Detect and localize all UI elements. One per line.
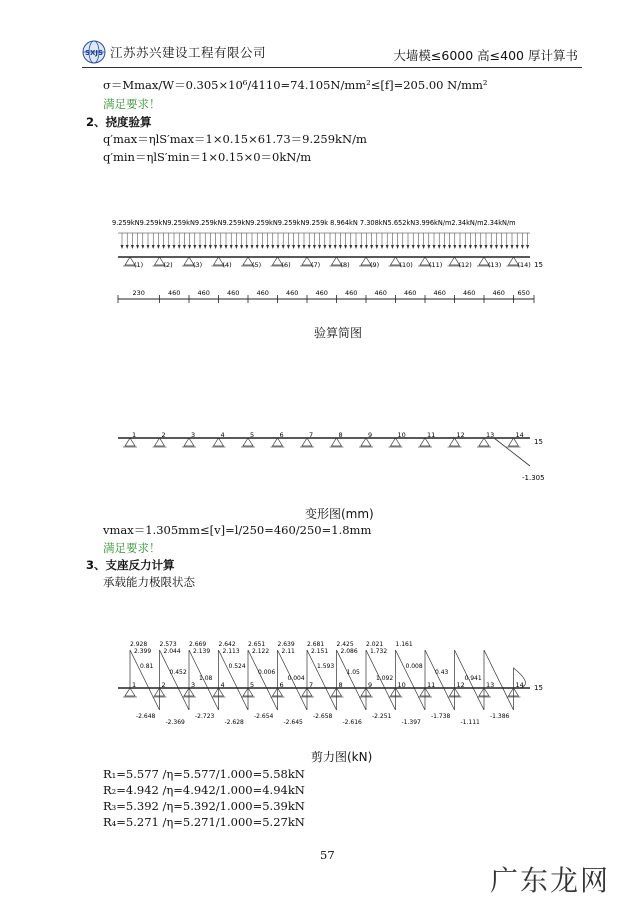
shear-mid-value: 0.524 [228,663,246,670]
check-ok-1: 满足要求！ [103,97,161,111]
shear-top-value: 2.425 [336,641,354,648]
shear-top-value: 2.139 [193,648,211,655]
support-number: 2 [161,431,166,439]
shear-mid-value: 0.43 [435,669,449,676]
load-arrowhead [427,245,430,249]
q-min-formula: q′min＝ηlS′min＝1×0.15×0＝0kN/m [103,150,312,164]
caption-shear: 剪力图(kN) [311,750,373,764]
stress-formula: σ＝Mmax/W＝0.305×10⁶/4110=74.105N/mm²≤[f]=205.00 N/mm² [103,78,488,92]
dimension-value: 460 [374,289,387,297]
span-label: (7) [311,261,321,269]
support-number: 10 [397,681,406,689]
header-divider [82,67,582,68]
load-arrowhead [152,245,155,249]
dimension-value: 460 [345,289,358,297]
support-triangle [420,438,430,446]
supports-row [123,431,524,447]
load-arrowhead [453,245,456,249]
load-scheme-diagram [110,215,550,310]
shear-bottom-value: -1.111 [460,719,480,726]
shear-bottom-value: -2.628 [224,719,244,726]
logo-text: SXJS [84,49,104,57]
support-number: 9 [368,431,373,439]
support-number: 2 [161,681,166,689]
shear-diagram [110,638,560,733]
section-3-heading: 3、支座反力计算 [86,558,175,572]
load-arrowhead [505,245,508,249]
shear-top-value: 2.669 [189,641,207,648]
shear-segment [396,650,426,710]
shear-top-values [130,641,413,655]
shear-bottom-value: -2.616 [342,719,362,726]
load-arrowhead [474,245,477,249]
support-triangle [391,438,401,446]
support-number: 5 [250,431,255,439]
load-arrowhead [318,245,321,249]
caption-deflection: 变形图(mm) [305,507,374,521]
load-arrowhead [339,245,342,249]
load-arrowhead [526,245,529,249]
load-arrowhead [277,245,280,249]
shear-mid-value: 1.092 [376,675,394,682]
support-number: 9 [368,681,373,689]
support-number: 7 [309,431,314,439]
deflection-curve [494,438,530,466]
span-label: (3) [193,261,203,269]
shear-segment [248,650,278,710]
end-node-label: 15 [534,261,543,269]
load-arrowhead [199,245,202,249]
load-arrowhead [495,245,498,249]
dimension-value: 460 [404,289,417,297]
shear-bottom-value: -1.738 [431,713,451,720]
load-arrowhead [256,245,259,249]
support-number: 12 [456,681,465,689]
load-arrowhead [323,245,326,249]
shear-top-value: 1.161 [395,641,413,648]
reaction-r2: R₂=4.942 /η=4.942/1.000=4.94kN [103,783,305,797]
load-arrowhead [401,245,404,249]
load-arrowhead [271,245,274,249]
company-name: 江苏苏兴建设工程有限公司 [110,45,267,60]
load-arrowhead [329,245,332,249]
dimension-value: 230 [132,289,145,297]
load-arrowhead [360,245,363,249]
support-number: 4 [220,431,225,439]
load-arrowhead [355,245,358,249]
shear-top-value: 2.044 [163,648,181,655]
shear-top-value: 2.651 [248,641,266,648]
end-node-label: 15 [534,438,543,446]
span-label: (5) [252,261,262,269]
watermark-text: 广东龙网 [489,864,610,897]
dimension-value: 460 [168,289,181,297]
shear-mid-value: 0.004 [287,675,305,682]
load-arrowhead [219,245,222,249]
shear-mid-values [140,663,482,682]
load-arrowhead [516,245,519,249]
shear-top-value: 2.399 [134,648,152,655]
load-arrowhead [407,245,410,249]
support-number: 3 [191,431,196,439]
caption-load-scheme: 验算简图 [314,326,363,340]
shear-segment [219,650,249,710]
span-label: (13) [488,261,502,269]
support-number: 8 [338,431,343,439]
section-2-heading: 2、挠度验算 [86,115,152,129]
support-number: 13 [486,681,495,689]
load-arrowhead [334,245,337,249]
support-number: 11 [427,681,436,689]
span-label: (1) [134,261,144,269]
shear-top-value: 2.113 [222,648,240,655]
support-triangle [184,438,194,446]
reaction-r4: R₄=5.271 /η=5.271/1.000=5.27kN [103,815,305,829]
load-arrowhead [521,245,524,249]
support-triangle [509,438,519,446]
shear-segment [130,650,160,710]
load-arrowhead [141,245,144,249]
dimension-value: 460 [433,289,446,297]
shear-top-value: 2.11 [281,648,295,655]
load-arrowhead [381,245,384,249]
dimension-value: 460 [256,289,269,297]
load-arrowhead [261,245,264,249]
load-arrows [118,233,530,249]
dimension-value: 650 [517,289,530,297]
shear-mid-value: 0.006 [258,669,276,676]
dimension-value: 460 [315,289,328,297]
span-label: (14) [517,261,531,269]
end-node-label: 15 [534,684,543,692]
shear-mid-value: 0.941 [464,675,482,682]
support-number: 8 [338,681,343,689]
shear-top-value: 2.151 [311,648,329,655]
shear-mid-value: 0.008 [405,663,423,670]
load-arrowhead [178,245,181,249]
shear-mid-value: 1.05 [346,669,360,676]
span-label: (4) [222,261,232,269]
support-number: 13 [486,431,495,439]
load-arrowhead [131,245,134,249]
shear-top-value: 2.928 [130,641,148,648]
load-arrowhead [235,245,238,249]
dimension-value: 460 [197,289,210,297]
support-triangle [450,438,460,446]
load-arrowhead [370,245,373,249]
shear-mid-value: 1.593 [317,663,335,670]
load-arrowhead [245,245,248,249]
shear-bottom-value: -1.386 [490,713,510,720]
load-arrowhead [251,245,254,249]
load-arrowhead [183,245,186,249]
load-arrowhead [214,245,217,249]
load-arrowhead [240,245,243,249]
shear-segment [307,650,337,710]
span-label: (12) [458,261,472,269]
load-arrowhead [417,245,420,249]
load-arrowhead [230,245,233,249]
shear-bottom-value: -2.654 [254,713,274,720]
load-arrowhead [209,245,212,249]
support-triangle [155,438,165,446]
load-arrowhead [490,245,493,249]
load-arrowhead [365,245,368,249]
shear-bottom-value: -1.397 [401,719,421,726]
support-triangle [361,438,371,446]
shear-mid-value: 0.81 [140,663,154,670]
page-number: 57 [320,848,335,862]
shear-bottom-values [136,713,510,726]
document-title: 大墙模≤6000 高≤400 厚计算书 [393,48,578,63]
section-3-subheading: 承载能力极限状态 [103,575,195,589]
v-max-formula: vmax＝1.305mm≤[v]=l/250=460/250=1.8mm [103,523,372,537]
support-number: 14 [515,431,524,439]
load-arrowhead [147,245,150,249]
load-arrowhead [193,245,196,249]
span-label: (8) [340,261,350,269]
load-arrowhead [443,245,446,249]
load-arrowhead [464,245,467,249]
shear-segment [337,650,367,710]
support-number: 11 [427,431,436,439]
q-max-formula: q′max＝ηlS′max＝1×0.15×61.73＝9.259kN/m [103,132,367,146]
support-number: 6 [279,681,284,689]
shear-bottom-value: -2.251 [372,713,392,720]
load-arrowhead [126,245,129,249]
span-label: (6) [281,261,291,269]
support-triangle [479,438,489,446]
dimension-line [118,289,534,303]
load-arrowhead [282,245,285,249]
support-number: 1 [132,681,137,689]
shear-bottom-value: -2.648 [136,713,156,720]
load-arrowhead [485,245,488,249]
span-label: (2) [163,261,173,269]
support-number: 6 [279,431,284,439]
shear-top-value: 1.732 [370,648,388,655]
load-arrowhead [349,245,352,249]
load-arrowhead [225,245,228,249]
support-triangle [243,438,253,446]
support-number: 1 [132,431,137,439]
load-arrowhead [188,245,191,249]
support-triangle [125,438,135,446]
shear-top-value: 2.086 [340,648,358,655]
load-arrowhead [297,245,300,249]
load-arrowhead [157,245,160,249]
shear-segment [484,650,514,710]
shear-top-value: 2.573 [159,641,177,648]
max-deflection-label: -1.305 [522,474,545,482]
load-arrowhead [308,245,311,249]
reaction-r3: R₃=5.392 /η=5.392/1.000=5.39kN [103,799,305,813]
support-number: 7 [309,681,314,689]
load-arrowhead [469,245,472,249]
load-arrowhead [438,245,441,249]
shear-top-value: 2.639 [277,641,295,648]
shear-top-value: 2.642 [218,641,236,648]
dimension-value: 460 [492,289,505,297]
company-logo-icon [82,40,106,64]
support-number: 14 [515,681,524,689]
shear-top-value: 2.021 [366,641,384,648]
load-arrowhead [396,245,399,249]
support-number: 3 [191,681,196,689]
span-label: (9) [370,261,380,269]
load-arrowhead [391,245,394,249]
span-label: (10) [399,261,413,269]
shear-bottom-value: -2.369 [165,719,185,726]
shear-bottom-value: -2.723 [195,713,215,720]
deflection-diagram [110,428,560,488]
support-triangle [214,438,224,446]
load-arrowhead [292,245,295,249]
shear-top-value: 2.681 [307,641,325,648]
dimension-value: 460 [227,289,240,297]
support-number: 12 [456,431,465,439]
dimension-value: 460 [286,289,299,297]
load-arrowhead [448,245,451,249]
load-arrowhead [204,245,207,249]
shear-mid-value: 1.08 [199,675,213,682]
shear-segment [425,650,455,710]
check-ok-2: 满足要求！ [103,541,161,555]
shear-segment [160,650,190,710]
load-arrowhead [173,245,176,249]
shear-bottom-value: -2.658 [313,713,333,720]
support-number: 5 [250,681,255,689]
support-triangle [302,438,312,446]
shear-top-value: 2.122 [252,648,270,655]
support-triangle [332,438,342,446]
support-triangle [273,438,283,446]
load-arrowhead [412,245,415,249]
load-arrowhead [511,245,514,249]
shear-mid-value: 0.452 [169,669,187,676]
load-arrowhead [287,245,290,249]
support-number: 4 [220,681,225,689]
load-arrowhead [500,245,503,249]
load-arrowhead [136,245,139,249]
dimension-value: 460 [463,289,476,297]
load-arrowhead [313,245,316,249]
load-arrowhead [422,245,425,249]
load-arrowhead [386,245,389,249]
load-arrowhead [375,245,378,249]
load-arrowhead [303,245,306,249]
load-labels: 9.259kN9.259kN9.259kN9.259kN9.259kN9.259kN9.259kN9.259k 8.964kN 7.308kN5.652kN3.996kN/m2.34kN/m2.34kN/m [112,219,516,227]
load-arrowhead [266,245,269,249]
shear-bottom-value: -2.645 [283,719,303,726]
reaction-r1: R₁=5.577 /η=5.577/1.000=5.58kN [103,767,305,781]
load-arrowhead [344,245,347,249]
load-arrowhead [167,245,170,249]
load-arrowhead [433,245,436,249]
support-triangle [125,688,135,696]
page-header-left [82,40,266,64]
support-number: 10 [397,431,406,439]
load-arrowhead [121,245,124,249]
load-arrowhead [459,245,462,249]
load-arrowhead [479,245,482,249]
load-arrowhead [162,245,165,249]
span-label: (11) [429,261,443,269]
